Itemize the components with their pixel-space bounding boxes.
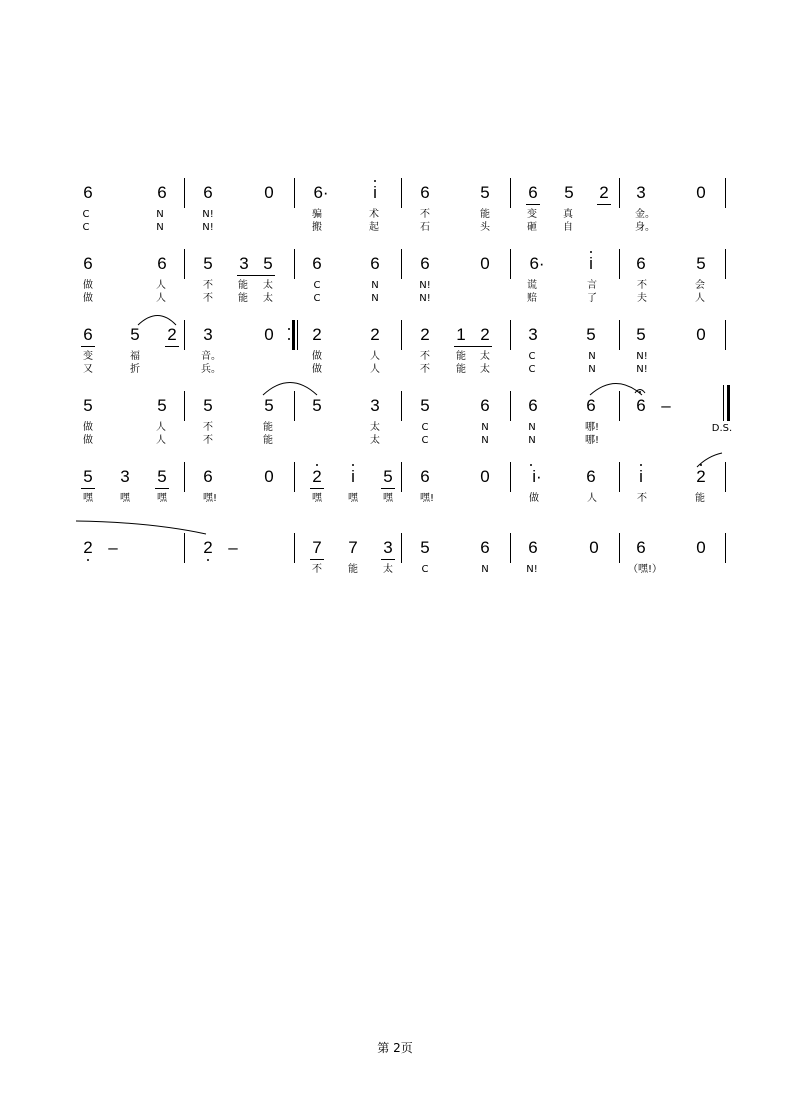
- lyric: 人: [156, 280, 166, 291]
- lyric: 变: [83, 351, 93, 362]
- lyric: 搬: [312, 222, 322, 233]
- note: –: [661, 396, 671, 415]
- lyric: 又: [83, 364, 93, 375]
- note: 2: [696, 467, 706, 486]
- lyric: 嘿!: [202, 493, 217, 504]
- lyric: N: [156, 222, 164, 233]
- lyric: C: [82, 222, 90, 233]
- note: 5: [130, 325, 140, 344]
- note: 3: [120, 467, 130, 486]
- note: 5: [312, 396, 322, 415]
- note: 2: [420, 325, 430, 344]
- lyric: 嘿: [83, 493, 93, 504]
- note: –: [228, 538, 238, 557]
- note: 5: [420, 396, 430, 415]
- lyric: 能: [348, 564, 358, 575]
- lyric: 人: [156, 435, 166, 446]
- lyric: 哪!: [584, 435, 599, 446]
- note: 0: [589, 538, 599, 557]
- note: 6: [528, 538, 538, 557]
- fermata-dot: [639, 391, 641, 393]
- note: 0: [480, 467, 490, 486]
- lyric: 能: [238, 293, 248, 304]
- lyric: C: [421, 422, 429, 433]
- lyric: 做: [312, 364, 322, 375]
- note: 6: [420, 183, 430, 202]
- lyric: 能: [238, 280, 248, 291]
- lyric: N: [371, 280, 379, 291]
- lyric: 不: [637, 493, 647, 504]
- lyric: 人: [156, 293, 166, 304]
- note: 5: [383, 467, 393, 486]
- lyric: 人: [370, 351, 380, 362]
- lyric: 了: [587, 293, 597, 304]
- lyric: N!: [202, 209, 214, 220]
- note: 0: [264, 467, 274, 486]
- note: 6: [203, 467, 213, 486]
- slur-row3: [138, 316, 176, 326]
- note: 3: [383, 538, 393, 557]
- lyric: 人: [156, 422, 166, 433]
- note: 5: [157, 396, 167, 415]
- note: 3: [239, 254, 249, 273]
- lyric: 不: [203, 435, 213, 446]
- lyric: 头: [480, 222, 490, 233]
- lyric: 人: [370, 364, 380, 375]
- lyric: 做: [83, 280, 93, 291]
- note: 2: [370, 325, 380, 344]
- note: i: [589, 254, 593, 273]
- lyric: 折: [130, 364, 140, 375]
- lyric: 起: [369, 222, 379, 233]
- lyric: 做: [83, 435, 93, 446]
- note: 6: [636, 396, 646, 415]
- note: 5: [564, 183, 574, 202]
- note: 0: [480, 254, 490, 273]
- note: 3: [636, 183, 646, 202]
- lyric: 嘿: [383, 493, 393, 504]
- lyric: N!: [636, 364, 648, 375]
- note: 0: [696, 183, 706, 202]
- lyric: N!: [636, 351, 648, 362]
- lyric: 不: [420, 209, 430, 220]
- lyric: C: [82, 209, 90, 220]
- note: 2: [312, 325, 322, 344]
- lyric: 石: [420, 222, 430, 233]
- note: i: [351, 467, 355, 486]
- lyric: N: [588, 364, 596, 375]
- lyric: 言: [587, 280, 597, 291]
- note: 3: [528, 325, 538, 344]
- lyric: 嘿!: [419, 493, 434, 504]
- note: 0: [264, 325, 274, 344]
- lyric: 不: [312, 564, 322, 575]
- lyric: 能: [456, 364, 466, 375]
- lyric: N: [481, 435, 489, 446]
- note: 3: [203, 325, 213, 344]
- lyric: 砸: [527, 222, 537, 233]
- lyric: 做: [83, 293, 93, 304]
- note: i: [373, 183, 377, 202]
- lyric: 嘿: [348, 493, 358, 504]
- note: 6: [312, 254, 322, 273]
- note: i: [639, 467, 643, 486]
- lyric: 能: [456, 351, 466, 362]
- lyric: 太: [370, 422, 380, 433]
- note: 0: [696, 325, 706, 344]
- lyric: 太: [480, 351, 490, 362]
- lyric: C: [313, 280, 321, 291]
- note: 6: [586, 467, 596, 486]
- note: 6: [480, 538, 490, 557]
- note: 6: [83, 254, 93, 273]
- lyric: 嘿: [120, 493, 130, 504]
- note: 5: [157, 467, 167, 486]
- lyric: 自: [563, 222, 573, 233]
- note: 5: [480, 183, 490, 202]
- lyric: 兵。: [201, 364, 221, 375]
- note: 6: [528, 183, 538, 202]
- note: 5: [696, 254, 706, 273]
- lyric: 能: [480, 209, 490, 220]
- lyric: 术: [369, 209, 379, 220]
- note: i·: [532, 467, 542, 486]
- note: 6·: [313, 183, 329, 202]
- lyric: C: [313, 293, 321, 304]
- note: 5: [83, 396, 93, 415]
- lyric: N: [528, 422, 536, 433]
- lyric: 音。: [201, 351, 221, 362]
- lyric: 嘿: [157, 493, 167, 504]
- lyric: （嘿!）: [627, 564, 662, 575]
- lyric: N!: [526, 564, 538, 575]
- lyric: 能: [263, 422, 273, 433]
- lyric: 太: [370, 435, 380, 446]
- lyric: 不: [420, 364, 430, 375]
- lyric: N!: [419, 293, 431, 304]
- note: 2: [83, 538, 93, 557]
- lyric: 做: [83, 422, 93, 433]
- lyric: N!: [202, 222, 214, 233]
- lyric: N: [481, 422, 489, 433]
- note: 2: [312, 467, 322, 486]
- lyric: N: [528, 435, 536, 446]
- lyric: 变: [527, 209, 537, 220]
- note: 0: [696, 538, 706, 557]
- lyric: 能: [263, 435, 273, 446]
- note: 6: [157, 254, 167, 273]
- note: 5: [586, 325, 596, 344]
- lyric: 谎: [527, 280, 537, 291]
- note: 6·: [529, 254, 545, 273]
- note: 6: [157, 183, 167, 202]
- note: 5: [636, 325, 646, 344]
- lyric: N: [481, 564, 489, 575]
- note: 5: [264, 396, 274, 415]
- note: 6: [83, 325, 93, 344]
- note: 0: [264, 183, 274, 202]
- note: 7: [312, 538, 322, 557]
- note: 7: [348, 538, 358, 557]
- lyric: 人: [695, 293, 705, 304]
- note: 6: [370, 254, 380, 273]
- lyric: 人: [587, 493, 597, 504]
- note: 5: [263, 254, 273, 273]
- note: 6: [636, 254, 646, 273]
- note: 5: [203, 396, 213, 415]
- note: 6: [586, 396, 596, 415]
- tie-row4-left: [263, 383, 317, 396]
- note: 3: [370, 396, 380, 415]
- note: 2: [203, 538, 213, 557]
- tie-row4-right: [590, 384, 642, 396]
- tie-row6-end: [76, 521, 206, 534]
- note: 6: [480, 396, 490, 415]
- lyric: N!: [419, 280, 431, 291]
- lyric: N: [371, 293, 379, 304]
- page-number: 第 2页: [377, 1041, 413, 1055]
- lyric: 福: [130, 351, 140, 362]
- lyric: 嘿: [312, 493, 322, 504]
- lyric: C: [421, 435, 429, 446]
- lyric: 不: [420, 351, 430, 362]
- note: 1: [456, 325, 466, 344]
- lyric: N: [156, 209, 164, 220]
- lyric: 真: [563, 209, 573, 220]
- lyric: 太: [480, 364, 490, 375]
- lyric: 夫: [637, 293, 647, 304]
- note: 5: [203, 254, 213, 273]
- lyric: 做: [312, 351, 322, 362]
- note: 6: [528, 396, 538, 415]
- dal-segno-mark: D.S.: [711, 423, 733, 434]
- note: 2: [480, 325, 490, 344]
- lyric: 骗: [312, 209, 322, 220]
- lyric: 会: [695, 280, 705, 291]
- note: –: [108, 538, 118, 557]
- lyric: 太: [263, 293, 273, 304]
- note: 2: [599, 183, 609, 202]
- note: 2: [167, 325, 177, 344]
- lyric: 能: [695, 493, 705, 504]
- lyric: 做: [529, 493, 539, 504]
- note: 6: [420, 254, 430, 273]
- lyric: 不: [203, 280, 213, 291]
- note: 6: [420, 467, 430, 486]
- lyric: C: [528, 364, 536, 375]
- lyric: 哪!: [584, 422, 599, 433]
- note: 5: [420, 538, 430, 557]
- tie-row5-start: [697, 453, 722, 467]
- lyric: C: [421, 564, 429, 575]
- lyric: C: [528, 351, 536, 362]
- lyric: 金。: [635, 209, 655, 220]
- lyric: 不: [637, 280, 647, 291]
- note: 5: [83, 467, 93, 486]
- lyric: 不: [203, 293, 213, 304]
- lyric: 不: [203, 422, 213, 433]
- lyric: 太: [263, 280, 273, 291]
- note: 6: [203, 183, 213, 202]
- note: 6: [636, 538, 646, 557]
- lyric: 赔: [527, 293, 537, 304]
- lyric: 太: [383, 564, 393, 575]
- lyric: 身。: [635, 222, 655, 233]
- note: 6: [83, 183, 93, 202]
- lyric: N: [588, 351, 596, 362]
